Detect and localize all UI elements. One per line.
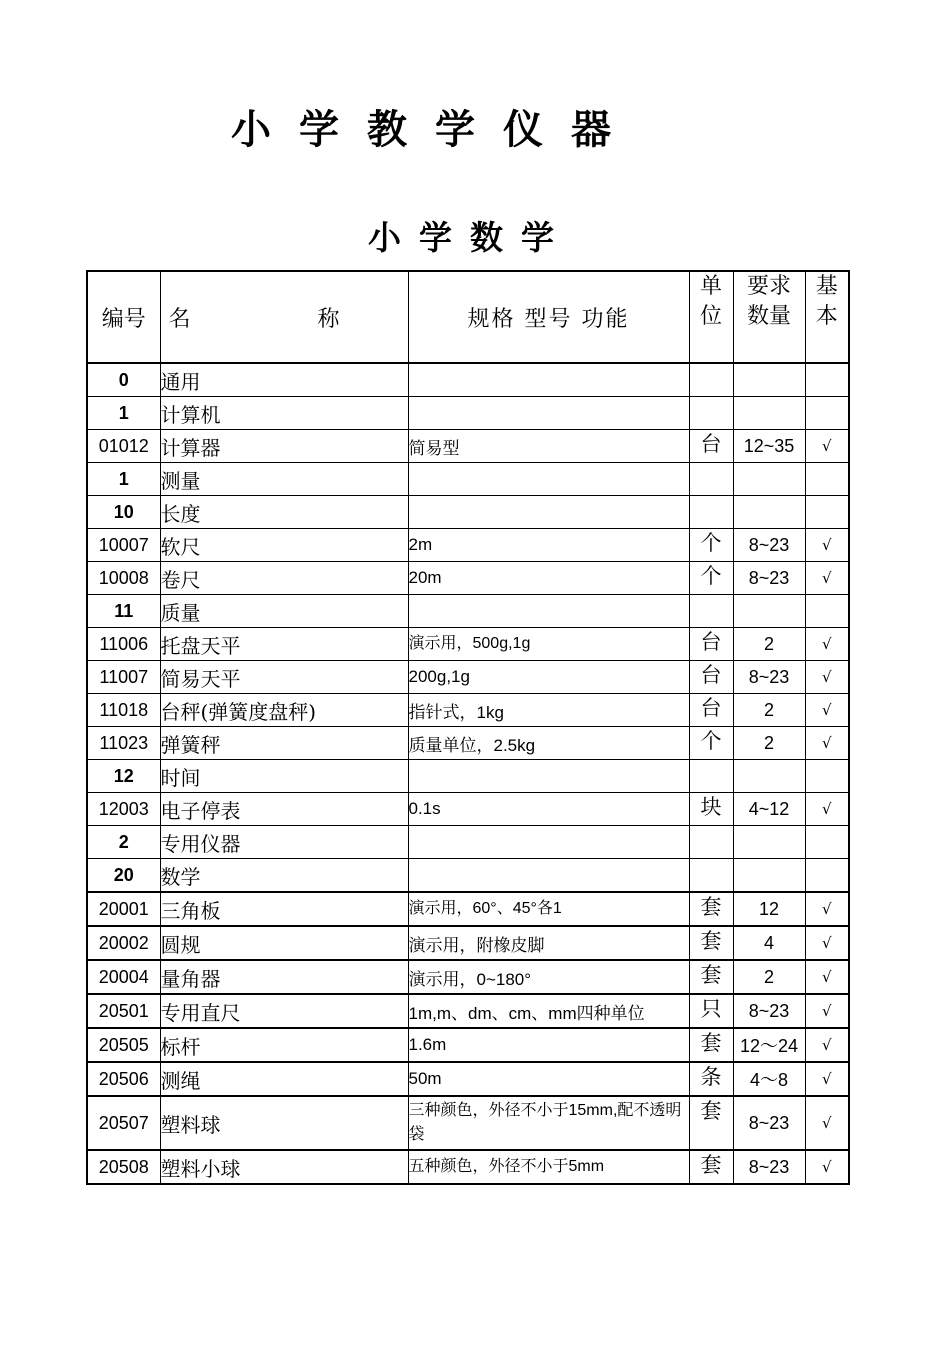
cell-spec: 200g,1g bbox=[408, 661, 689, 694]
page-subtitle: 小学数学 bbox=[368, 218, 572, 257]
cell-name: 托盘天平 bbox=[160, 628, 408, 661]
cell-basic: √ bbox=[805, 694, 849, 727]
cell-spec: 三种颜色，外径不小于15mm,配不透明袋 bbox=[408, 1096, 689, 1150]
cell-qty: 4~12 bbox=[733, 793, 805, 826]
cell-unit bbox=[689, 363, 733, 397]
cell-name: 量角器 bbox=[160, 960, 408, 994]
table-row bbox=[87, 595, 849, 628]
cell-spec: 2m bbox=[408, 529, 689, 562]
cell-unit bbox=[689, 397, 733, 430]
cell-basic bbox=[805, 463, 849, 496]
cell-qty bbox=[733, 463, 805, 496]
cell-unit: 套 bbox=[689, 1150, 733, 1184]
cell-unit: 个 bbox=[689, 562, 733, 595]
page-title: 小学教学仪器 bbox=[231, 107, 639, 153]
table-body bbox=[87, 363, 849, 1184]
table-row bbox=[87, 793, 849, 826]
cell-name: 电子停表 bbox=[160, 793, 408, 826]
cell-qty bbox=[733, 496, 805, 529]
cell-basic bbox=[805, 859, 849, 893]
cell-unit bbox=[689, 826, 733, 859]
table-row bbox=[87, 859, 849, 893]
cell-name: 塑料球 bbox=[160, 1096, 408, 1150]
cell-unit: 套 bbox=[689, 960, 733, 994]
table-row bbox=[87, 562, 849, 595]
cell-basic bbox=[805, 496, 849, 529]
cell-spec bbox=[408, 463, 689, 496]
header-unit-text: 单位 bbox=[699, 274, 722, 329]
cell-unit bbox=[689, 496, 733, 529]
cell-code: 2 bbox=[87, 826, 160, 859]
cell-qty: 2 bbox=[733, 727, 805, 760]
cell-unit: 套 bbox=[689, 892, 733, 926]
cell-spec bbox=[408, 496, 689, 529]
cell-code: 20002 bbox=[87, 926, 160, 960]
cell-code: 11023 bbox=[87, 727, 160, 760]
cell-name: 软尺 bbox=[160, 529, 408, 562]
header-code: 编号 bbox=[87, 271, 160, 363]
cell-code: 11007 bbox=[87, 661, 160, 694]
header-unit bbox=[689, 271, 733, 363]
table-row bbox=[87, 397, 849, 430]
cell-code: 11018 bbox=[87, 694, 160, 727]
cell-name: 计算器 bbox=[160, 430, 408, 463]
cell-unit: 个 bbox=[689, 529, 733, 562]
cell-spec: 1m,m、dm、cm、mm四种单位 bbox=[408, 994, 689, 1028]
cell-spec: 演示用，60°、45°各1 bbox=[408, 892, 689, 926]
header-basic-text: 基本 bbox=[815, 274, 838, 329]
table-row bbox=[87, 960, 849, 994]
header-qty-text: 要求数量 bbox=[746, 274, 791, 329]
cell-name: 质量 bbox=[160, 595, 408, 628]
cell-name: 时间 bbox=[160, 760, 408, 793]
cell-basic: √ bbox=[805, 994, 849, 1028]
cell-code: 11006 bbox=[87, 628, 160, 661]
cell-qty: 8~23 bbox=[733, 661, 805, 694]
table-row bbox=[87, 926, 849, 960]
cell-code: 10008 bbox=[87, 562, 160, 595]
cell-basic: √ bbox=[805, 892, 849, 926]
cell-qty: 2 bbox=[733, 960, 805, 994]
cell-code: 12003 bbox=[87, 793, 160, 826]
cell-unit: 块 bbox=[689, 793, 733, 826]
cell-basic: √ bbox=[805, 628, 849, 661]
cell-spec: 质量单位，2.5kg bbox=[408, 727, 689, 760]
table-row bbox=[87, 661, 849, 694]
cell-unit bbox=[689, 595, 733, 628]
cell-code: 11 bbox=[87, 595, 160, 628]
cell-code: 20001 bbox=[87, 892, 160, 926]
cell-qty: 12 bbox=[733, 892, 805, 926]
cell-qty: 4 bbox=[733, 926, 805, 960]
cell-spec bbox=[408, 363, 689, 397]
table-row bbox=[87, 496, 849, 529]
cell-code: 01012 bbox=[87, 430, 160, 463]
cell-code: 20 bbox=[87, 859, 160, 893]
cell-name: 专用仪器 bbox=[160, 826, 408, 859]
cell-name: 台秤(弹簧度盘秤) bbox=[160, 694, 408, 727]
table-row bbox=[87, 1062, 849, 1096]
table-row bbox=[87, 727, 849, 760]
cell-code: 10 bbox=[87, 496, 160, 529]
cell-qty bbox=[733, 363, 805, 397]
cell-qty bbox=[733, 595, 805, 628]
table-row bbox=[87, 994, 849, 1028]
cell-basic bbox=[805, 760, 849, 793]
cell-code: 20505 bbox=[87, 1028, 160, 1062]
cell-code: 20004 bbox=[87, 960, 160, 994]
table-row bbox=[87, 694, 849, 727]
cell-basic bbox=[805, 397, 849, 430]
cell-spec: 演示用，500g,1g bbox=[408, 628, 689, 661]
cell-name: 测绳 bbox=[160, 1062, 408, 1096]
cell-code: 20508 bbox=[87, 1150, 160, 1184]
table-row bbox=[87, 628, 849, 661]
cell-unit: 台 bbox=[689, 628, 733, 661]
cell-basic: √ bbox=[805, 1028, 849, 1062]
table-row bbox=[87, 1150, 849, 1184]
cell-unit: 套 bbox=[689, 926, 733, 960]
cell-basic: √ bbox=[805, 562, 849, 595]
cell-unit bbox=[689, 463, 733, 496]
table-row bbox=[87, 1028, 849, 1062]
cell-unit bbox=[689, 760, 733, 793]
cell-code: 1 bbox=[87, 397, 160, 430]
cell-name: 三角板 bbox=[160, 892, 408, 926]
table-header-row bbox=[87, 271, 849, 363]
cell-unit: 台 bbox=[689, 694, 733, 727]
cell-code: 10007 bbox=[87, 529, 160, 562]
cell-code: 20501 bbox=[87, 994, 160, 1028]
cell-qty: 4～8 bbox=[733, 1062, 805, 1096]
cell-code: 12 bbox=[87, 760, 160, 793]
cell-name: 通用 bbox=[160, 363, 408, 397]
cell-unit: 只 bbox=[689, 994, 733, 1028]
table-row bbox=[87, 430, 849, 463]
cell-basic: √ bbox=[805, 727, 849, 760]
cell-spec: 演示用，0~180° bbox=[408, 960, 689, 994]
cell-basic: √ bbox=[805, 1062, 849, 1096]
cell-qty: 8~23 bbox=[733, 529, 805, 562]
cell-spec bbox=[408, 595, 689, 628]
cell-qty: 12~35 bbox=[733, 430, 805, 463]
cell-qty: 8~23 bbox=[733, 1096, 805, 1150]
table-row bbox=[87, 760, 849, 793]
cell-spec: 0.1s bbox=[408, 793, 689, 826]
cell-spec: 20m bbox=[408, 562, 689, 595]
cell-name: 弹簧秤 bbox=[160, 727, 408, 760]
cell-name: 标杆 bbox=[160, 1028, 408, 1062]
cell-qty bbox=[733, 397, 805, 430]
cell-unit bbox=[689, 859, 733, 893]
cell-basic: √ bbox=[805, 661, 849, 694]
table-row bbox=[87, 826, 849, 859]
cell-code: 1 bbox=[87, 463, 160, 496]
cell-spec: 指针式，1kg bbox=[408, 694, 689, 727]
cell-basic: √ bbox=[805, 960, 849, 994]
cell-qty: 8~23 bbox=[733, 1150, 805, 1184]
cell-spec: 简易型 bbox=[408, 430, 689, 463]
cell-code: 0 bbox=[87, 363, 160, 397]
cell-spec bbox=[408, 826, 689, 859]
cell-code: 20506 bbox=[87, 1062, 160, 1096]
cell-name: 卷尺 bbox=[160, 562, 408, 595]
table-row bbox=[87, 529, 849, 562]
cell-spec: 演示用，附橡皮脚 bbox=[408, 926, 689, 960]
cell-unit: 套 bbox=[689, 1028, 733, 1062]
header-name: 名 称 bbox=[160, 271, 408, 363]
cell-name: 塑料小球 bbox=[160, 1150, 408, 1184]
cell-name: 数学 bbox=[160, 859, 408, 893]
header-basic bbox=[805, 271, 849, 363]
cell-basic: √ bbox=[805, 1150, 849, 1184]
cell-name: 计算机 bbox=[160, 397, 408, 430]
cell-spec: 1.6m bbox=[408, 1028, 689, 1062]
cell-unit: 条 bbox=[689, 1062, 733, 1096]
table-row bbox=[87, 1096, 849, 1150]
cell-unit: 套 bbox=[689, 1096, 733, 1150]
cell-basic bbox=[805, 595, 849, 628]
cell-qty: 2 bbox=[733, 694, 805, 727]
cell-basic bbox=[805, 363, 849, 397]
cell-basic bbox=[805, 826, 849, 859]
cell-spec bbox=[408, 859, 689, 893]
cell-code: 20507 bbox=[87, 1096, 160, 1150]
header-spec: 规格 型号 功能 bbox=[408, 271, 689, 363]
header-qty bbox=[733, 271, 805, 363]
cell-spec bbox=[408, 397, 689, 430]
cell-qty bbox=[733, 760, 805, 793]
cell-name: 简易天平 bbox=[160, 661, 408, 694]
cell-unit: 台 bbox=[689, 430, 733, 463]
cell-unit: 个 bbox=[689, 727, 733, 760]
cell-qty: 12～24 bbox=[733, 1028, 805, 1062]
cell-spec: 五种颜色，外径不小于5mm bbox=[408, 1150, 689, 1184]
table-row bbox=[87, 363, 849, 397]
instrument-table bbox=[86, 270, 850, 1185]
cell-basic: √ bbox=[805, 793, 849, 826]
cell-name: 测量 bbox=[160, 463, 408, 496]
cell-spec bbox=[408, 760, 689, 793]
cell-name: 圆规 bbox=[160, 926, 408, 960]
cell-basic: √ bbox=[805, 926, 849, 960]
cell-basic: √ bbox=[805, 430, 849, 463]
cell-qty: 2 bbox=[733, 628, 805, 661]
cell-qty: 8~23 bbox=[733, 562, 805, 595]
cell-qty: 8~23 bbox=[733, 994, 805, 1028]
cell-name: 专用直尺 bbox=[160, 994, 408, 1028]
cell-basic: √ bbox=[805, 529, 849, 562]
cell-basic: √ bbox=[805, 1096, 849, 1150]
cell-name: 长度 bbox=[160, 496, 408, 529]
cell-unit: 台 bbox=[689, 661, 733, 694]
table-row bbox=[87, 892, 849, 926]
table-row bbox=[87, 463, 849, 496]
cell-qty bbox=[733, 826, 805, 859]
cell-qty bbox=[733, 859, 805, 893]
cell-spec: 50m bbox=[408, 1062, 689, 1096]
